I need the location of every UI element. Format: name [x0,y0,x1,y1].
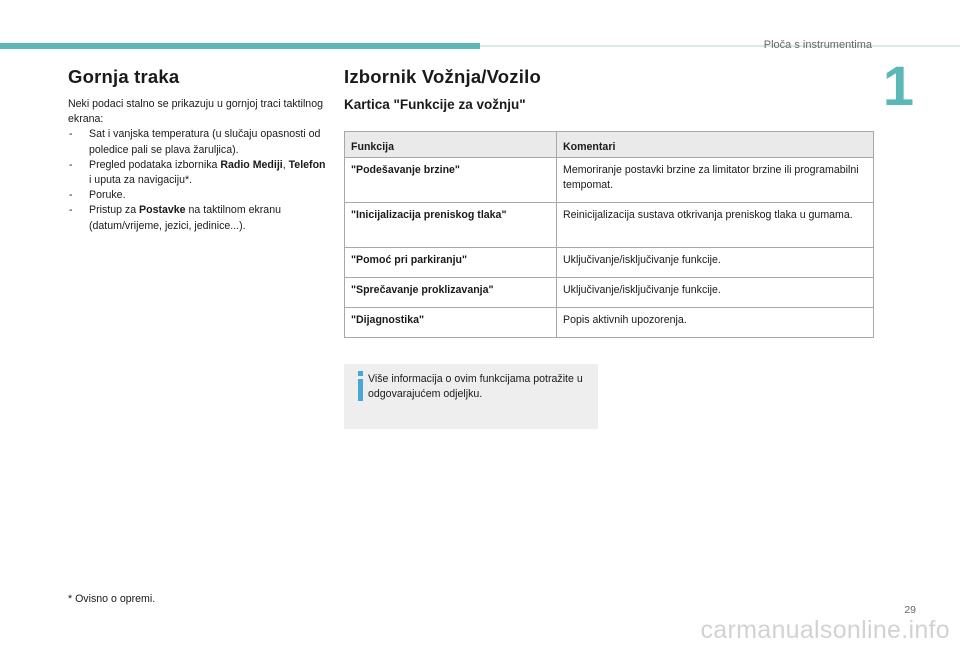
table-row [345,308,874,338]
comment-cell: Reinicijalizacija sustava otkrivanja preniskog tlaka u gumama. [557,203,874,248]
list-item: - Sat i vanjska temperatura (u slučaju opasnosti od poledice pali se plava žaruljica). [68,127,328,157]
table-row [345,158,874,203]
section-label: Ploča s instrumentima [763,39,872,51]
function-cell: "Inicijalizacija preniskog tlaka" [345,203,557,248]
list-item: - Pregled podataka izbornika Radio Mediji, Telefon i uputa za navigaciju*. [68,158,328,188]
info-box [344,364,598,429]
comment-cell: Memoriranje postavki brzine za limitator brzine ili programabilni tempomat. [557,158,874,203]
top-bar-items-list [68,127,328,233]
table-row [345,278,874,308]
function-cell: "Dijagnostika" [345,308,557,338]
info-text: Više informacija o ovim funkcijama potražite u odgovarajućem odjeljku. [368,373,583,401]
function-cell: "Sprečavanje proklizavanja" [345,278,557,308]
header-divider-line [480,45,960,47]
list-item: - Poruke. [68,188,328,203]
chapter-number: 1 [882,54,914,117]
intro-paragraph: Neki podaci stalno se prikazuju u gornjoj traci taktilnog ekrana: [68,98,323,126]
tab-subtitle: Kartica "Funkcije za vožnju" [344,97,526,112]
watermark: carmanualsonline.info [700,616,950,644]
left-section-title: Gornja traka [68,66,180,87]
functions-table [344,131,874,338]
function-cell: "Podešavanje brzine" [345,158,557,203]
table-header-row [345,132,874,158]
right-section-title: Izbornik Vožnja/Vozilo [344,66,541,87]
table-row [345,248,874,278]
comment-cell: Popis aktivnih upozorenja. [557,308,874,338]
list-item: - Pristup za Postavke na taktilnom ekranu (datum/vrijeme, jezici, jedinice...). [68,203,328,233]
function-cell: "Pomoć pri parkiranju" [345,248,557,278]
comment-cell: Uključivanje/isključivanje funkcije. [557,278,874,308]
left-column [68,66,328,234]
page-number: 29 [904,604,916,616]
right-column [344,66,874,112]
column-header-comments: Komentari [557,132,874,158]
comment-cell: Uključivanje/isključivanje funkcije. [557,248,874,278]
column-header-function: Funkcija [345,132,557,158]
header-accent-bar [0,43,480,49]
footnote: * Ovisno o opremi. [68,593,156,605]
table-row [345,203,874,248]
info-icon [354,370,368,402]
